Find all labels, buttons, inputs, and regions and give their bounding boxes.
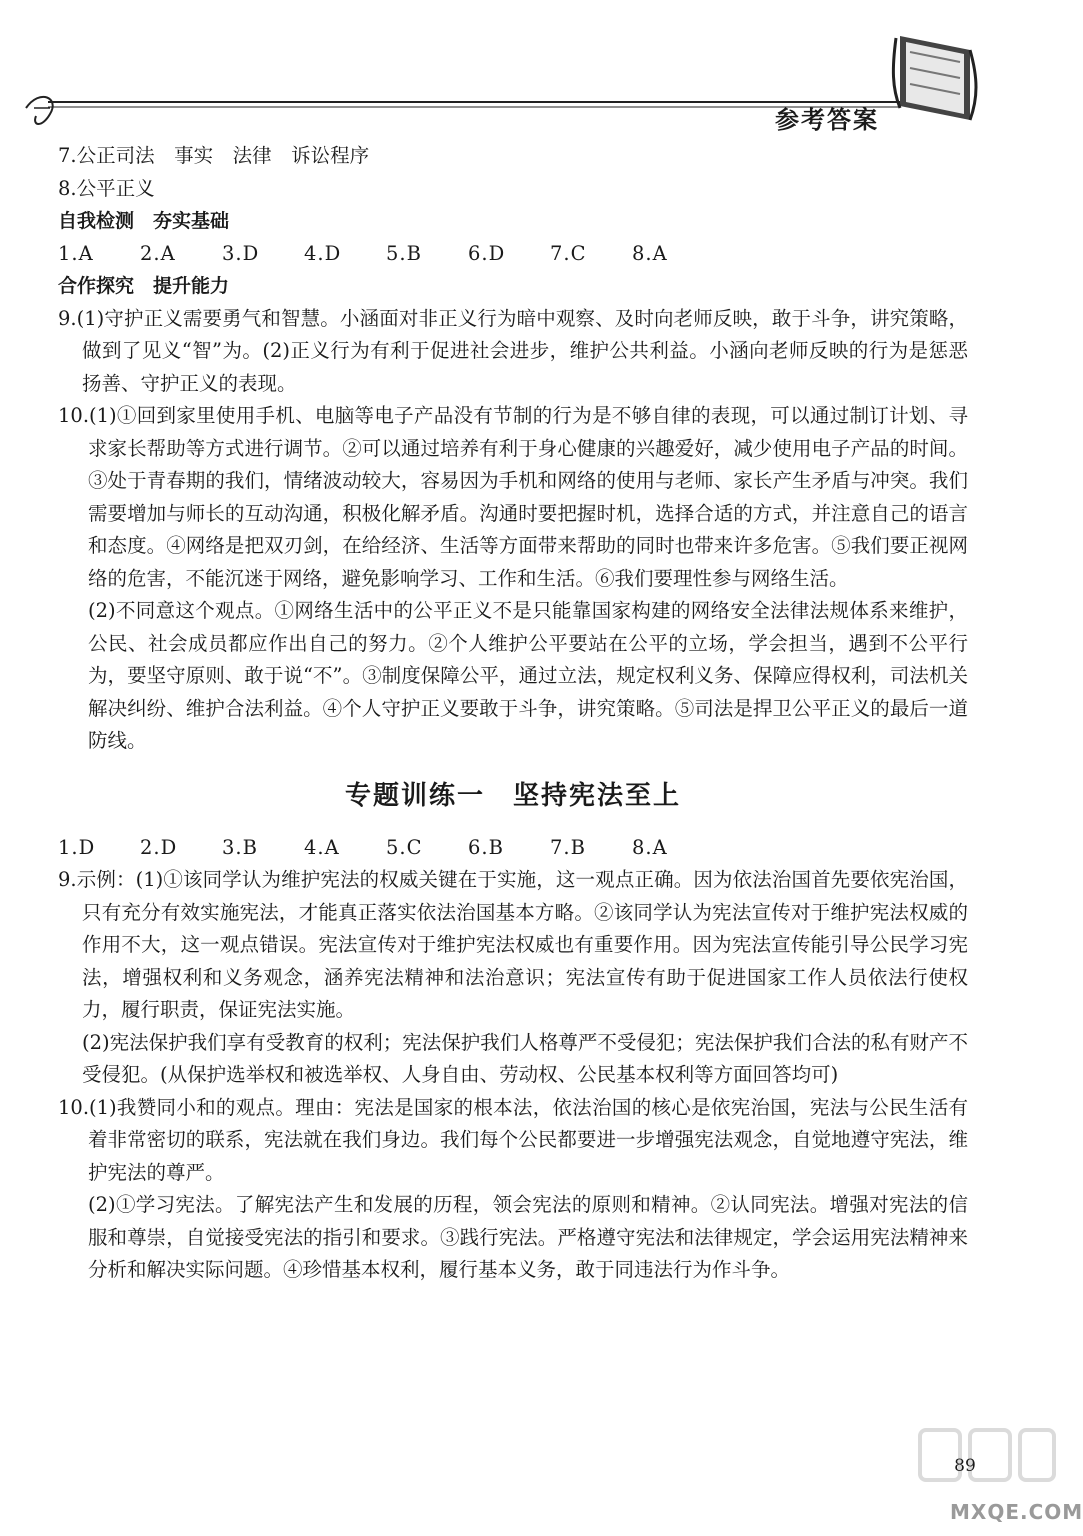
section-heading-self-check: 自我检测 夯实基础 xyxy=(58,210,230,232)
answer-choice: 5.C xyxy=(386,835,423,859)
answer-choice: 8.A xyxy=(632,241,668,265)
watermark-text: MXQE.COM xyxy=(950,1500,1083,1524)
answer-choice: 3.D xyxy=(222,241,260,265)
answer-choice: 4.A xyxy=(304,835,340,859)
topic-answers xyxy=(58,832,968,865)
answer-choice: 3.B xyxy=(222,835,258,859)
topic-paragraph-q10-2: (2)①学习宪法。了解宪法产生和发展的历程，领会宪法的原则和精神。②认同宪法。增强对宪法的信服和尊崇，自觉接受宪法的指引和要求。③践行宪法。严格遵守宪法和法律规定，学会运用宪法精神来分析和解决实际问题。④珍惜基本权利，履行基本义务，敢于同违法行为作斗争。 xyxy=(88,1193,968,1281)
section-heading-cooperation: 合作探究 提升能力 xyxy=(58,275,230,297)
answer-choice: 7.C xyxy=(550,241,587,265)
answer-choice: 5.B xyxy=(386,241,422,265)
main-content xyxy=(58,140,968,1287)
page-number: 89 xyxy=(954,1456,976,1476)
answer-choice: 4.D xyxy=(304,241,342,265)
answer-paragraph-q9: 9.(1)守护正义需要勇气和智慧。小涵面对非正义行为暗中观察、及时向老师反映，敢于斗争，讲究策略，做到了见义“智”为。(2)正义行为有利于促进社会进步，维护公共利益。小涵向老师反映的行为是惩恶扬善、守护正义的表现。 xyxy=(58,306,968,395)
answer-choice: 1.D xyxy=(58,835,96,859)
self-check-answers xyxy=(58,238,968,271)
answer-paragraph-q10-2: (2)不同意这个观点。①网络生活中的公平正义不是只能靠国家构建的网络安全法律法规体系来维护，公民、社会成员都应作出自己的努力。②个人维护公平要站在公平的立场，学会担当，遇到不公平行为，要坚守原则、敢于说“不”。③制度保障公平，通过立法，规定权利义务、保障应得权利，司法机关解决纠纷、维护合法利益。④个人守护正义要敢于斗争，讲究策略。⑤司法是捍卫公平正义的最后一道防线。 xyxy=(88,599,968,752)
header-title: 参考答案 xyxy=(775,106,879,134)
answer-choice: 7.B xyxy=(550,835,586,859)
answer-choice: 8.A xyxy=(632,835,668,859)
page-header xyxy=(20,28,1020,138)
topic-paragraph-q9-2: (2)宪法保护我们享有受教育的权利；宪法保护我们人格尊严不受侵犯；宪法保护我们合法的私有财产不受侵犯。(从保护选举权和被选举权、人身自由、劳动权、公民基本权利等方面回答均可) xyxy=(82,1030,968,1086)
answer-item-8: 8.公平正义 xyxy=(58,176,155,200)
answer-choice: 6.D xyxy=(468,241,506,265)
topic-paragraph-q9-1: 9.示例：(1)①该同学认为维护宪法的权威关键在于实施，这一观点正确。因为依法治国首先要依宪治国，只有充分有效实施宪法，才能真正落实依法治国基本方略。②该同学认为宪法宣传对于维护宪法权威的作用不大，这一观点错误。宪法宣传对于维护宪法权威也有重要作用。因为宪法宣传能引导公民学习宪法，增强权利和义务观念，涵养宪法精神和法治意识；宪法宣传有助于促进国家工作人员依法行使权力，履行职责，保证宪法实施。 xyxy=(58,868,968,1021)
answer-paragraph-q10-1: 10.(1)①回到家里使用手机、电脑等电子产品没有节制的行为是不够自律的表现，可以通过制订计划、寻求家长帮助等方式进行调节。②可以通过培养有利于身心健康的兴趣爱好，减少使用电子产品的时间。③处于青春期的我们，情绪波动较大，容易因为手机和网络的使用与老师、家长产生矛盾与冲突。我们需要增加与师长的互动沟通，积极化解矛盾。沟通时要把握时机，选择合适的方式，并注意自己的语言和态度。④网络是把双刃剑，在给经济、生活等方面带来帮助的同时也带来许多危害。⑤我们要正视网络的危害，不能沉迷于网络，避免影响学习、工作和生活。⑥我们要理性参与网络生活。 xyxy=(58,404,968,590)
answer-item-7: 7.公正司法 事实 法律 诉讼程序 xyxy=(58,144,370,167)
answer-choice: 2.A xyxy=(140,241,176,265)
answer-choice: 1.A xyxy=(58,241,94,265)
topic-paragraph-q10-1: 10.(1)我赞同小和的观点。理由：宪法是国家的根本法，依法治国的核心是依宪治国，宪法与公民生活有着非常密切的联系，宪法就在我们身边。我们每个公民都要进一步增强宪法观念，自觉地遵守宪法，维护宪法的尊严。 xyxy=(58,1095,968,1184)
book-icon xyxy=(893,36,976,120)
answer-choice: 6.B xyxy=(468,835,504,859)
answer-choice: 2.D xyxy=(140,835,178,859)
topic-title: 专题训练一 坚持宪法至上 xyxy=(344,780,681,811)
